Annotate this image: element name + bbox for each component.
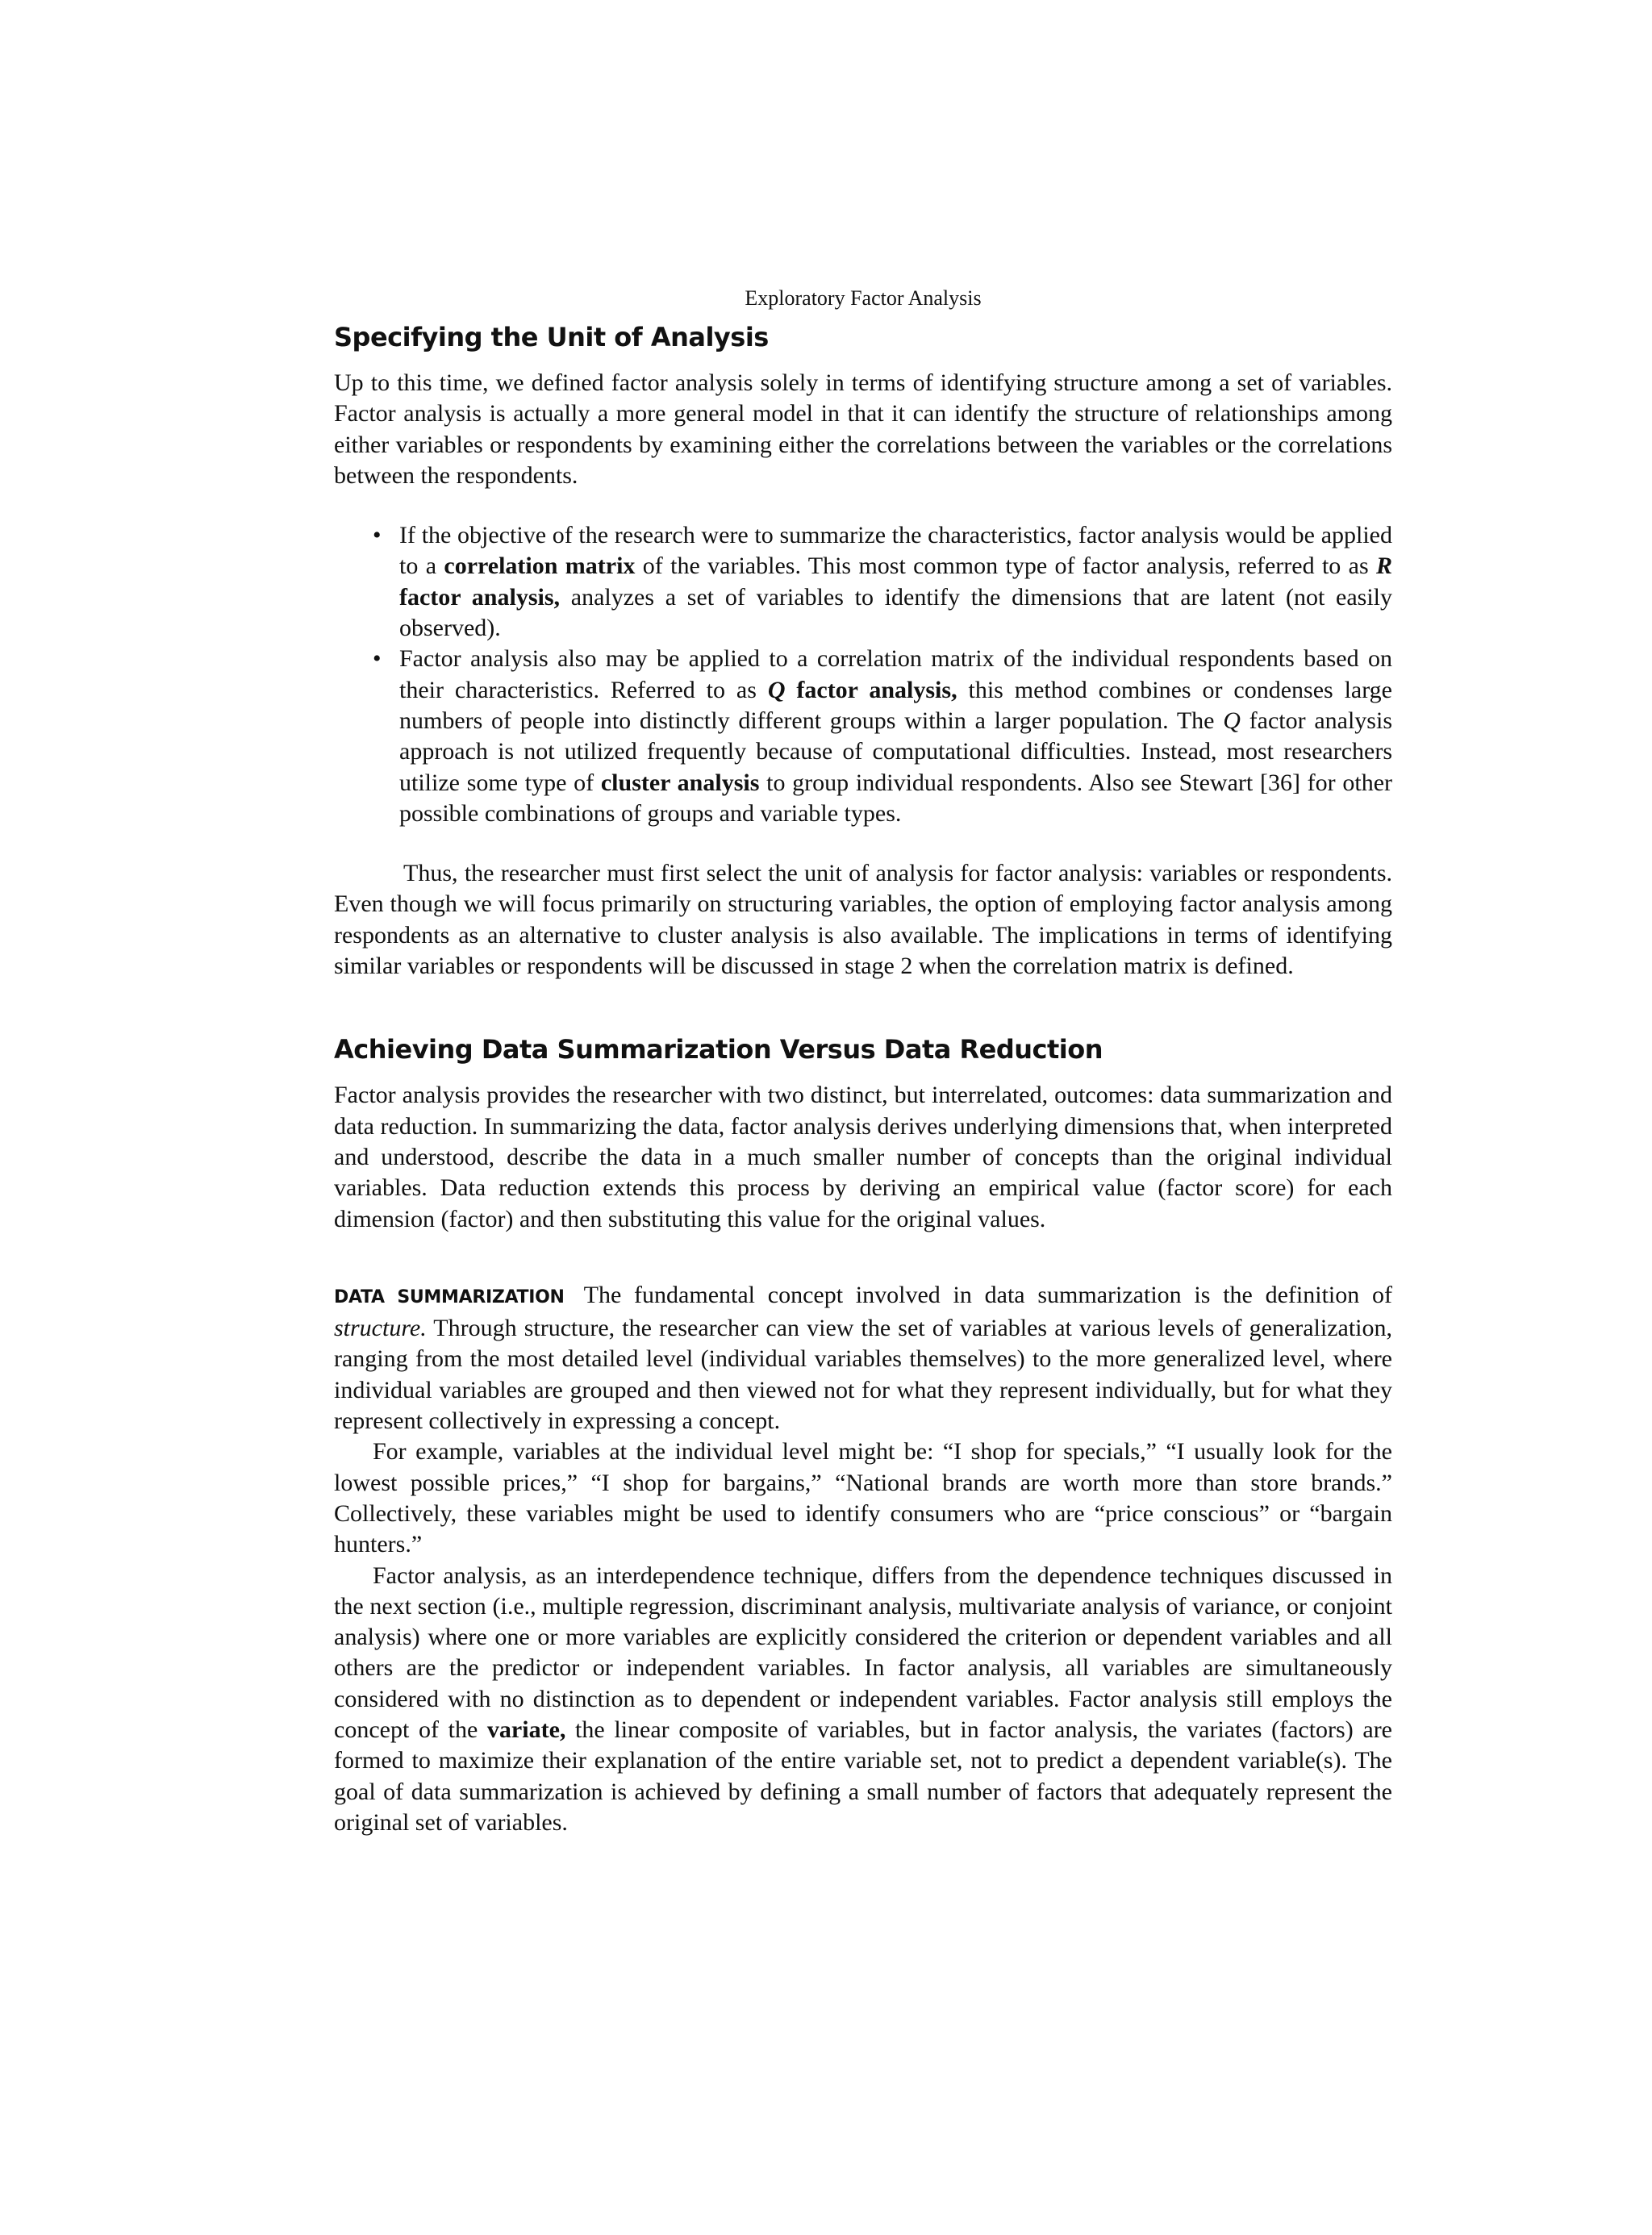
paragraph-summarization-intro: Factor analysis provides the researcher with two distinct, but interrelated, outcomes: data summarization and data reduction. In summarizing the data, factor analysis derives underlying dimensions that, when interpreted and understood, describe the data in a much smaller number of concepts than the original individual variables. Data reduction extends this process by deriving an empirical value (factor score) for each dimension (factor) and then substituting this value for the original values. xyxy=(334,1082,1392,1232)
bullet-icon: • xyxy=(373,645,382,673)
paragraph-data-summarization xyxy=(334,1280,1392,1436)
list-item xyxy=(373,520,1392,644)
text-run: this method combines or condenses large numbers of people into distinctly different groups within a larger population. The xyxy=(399,676,1392,734)
text-run: analyzes a set of variables to identify the dimensions that are latent (not easily observed). xyxy=(399,583,1392,642)
term-q-italic: Q xyxy=(1223,707,1241,734)
term-cluster-analysis: cluster analysis xyxy=(600,769,760,796)
term-variate: variate, xyxy=(486,1716,566,1743)
paragraph-interdependence xyxy=(334,1561,1392,1839)
text-run: to group individual respondents. Also see Stewart [36] for other possible combinations of groups and variable types. xyxy=(399,769,1393,827)
paragraph-example: For example, variables at the individual level might be: “I shop for specials,” “I usually look for the lowest possible prices,” “I shop for bargains,” “National brands are worth more than store brands.” Collectively, these variables might be used to identify consumers who are “price conscious” or “bargain hunters.” xyxy=(334,1438,1392,1558)
text-run: factor analysis approach is not utilized frequently because of computational difficulties. Instead, most researchers utilize some type of xyxy=(399,707,1392,796)
text-run: the linear composite of variables, but in factor analysis, the variates (factors) are formed to maximize their explanation of the entire variable set, not to predict a dependent variable(s). The goal of data summarization is achieved by defining a small number of factors that adequately represent the original set of variables. xyxy=(334,1716,1392,1836)
runin-heading-data-summarization: DATA SUMMARIZATION xyxy=(334,1286,565,1307)
section-heading-unit-of-analysis: Specifying the Unit of Analysis xyxy=(334,322,769,352)
term-q-letter: Q xyxy=(767,676,786,703)
term-structure: structure. xyxy=(334,1315,427,1342)
paragraph-unit-closing: Thus, the researcher must first select the unit of analysis for factor analysis: variables or respondents. Even though we will focus primarily on structuring variables, the option of employing factor analysis among respondents as an alternative to cluster analysis is also available. The implications in terms of identifying similar variables or respondents will be discussed in stage 2 when the correlation matrix is defined. xyxy=(334,860,1392,980)
paragraph-unit-intro: Up to this time, we defined factor analysis solely in terms of identifying structure among a set of variables. Factor analysis is actually a more general model in that it can identify the structure of relationships among either variables or respondents by examining either the correlations between the variables or the correlations between the respondents. xyxy=(334,369,1392,489)
list-item xyxy=(373,644,1393,829)
text-run: of the variables. This most common type of factor analysis, referred to as xyxy=(635,552,1376,580)
text-run: If the objective of the research were to summarize the characteristics, factor analysis would be applied to a xyxy=(399,522,1392,580)
text-run: Factor analysis also may be applied to a correlation matrix of the individual respondents based on their characteristics. Referred to as xyxy=(399,645,1392,703)
document-page xyxy=(334,282,1392,1838)
term-correlation-matrix: correlation matrix xyxy=(444,552,636,580)
term-r-factor-analysis: factor analysis, xyxy=(399,583,561,611)
term-q-factor-analysis: factor analysis, xyxy=(785,676,957,703)
section-heading-summarization-reduction: Achieving Data Summarization Versus Data Reduction xyxy=(334,1034,1103,1065)
text-run: Through structure, the researcher can view the set of variables at various levels of generalization, ranging from the most detailed level (individual variables themselves) to the more generalized level, where individual variables are grouped and then viewed not for what they represent individually, but for what they represent collectively in expressing a concept. xyxy=(334,1315,1392,1435)
running-head: Exploratory Factor Analysis xyxy=(745,286,982,310)
term-r-letter: R xyxy=(1375,552,1392,580)
text-run: Factor analysis, as an interdependence technique, differs from the dependence techniques discussed in the next section (i.e., multiple regression, discriminant analysis, multivariate analysis of variance, or conjoint analysis) where one or more variables are explicitly considered the criterion or dependent variables and all others are the predictor or independent variables. In factor analysis, all variables are simultaneously considered with no distinction as to dependent or independent variables. Factor analysis still employs the concept of the xyxy=(334,1562,1392,1743)
text-run: The fundamental concept involved in data summarization is the definition of xyxy=(583,1281,1393,1308)
bullet-list xyxy=(334,520,1392,829)
bullet-icon: • xyxy=(373,522,382,549)
